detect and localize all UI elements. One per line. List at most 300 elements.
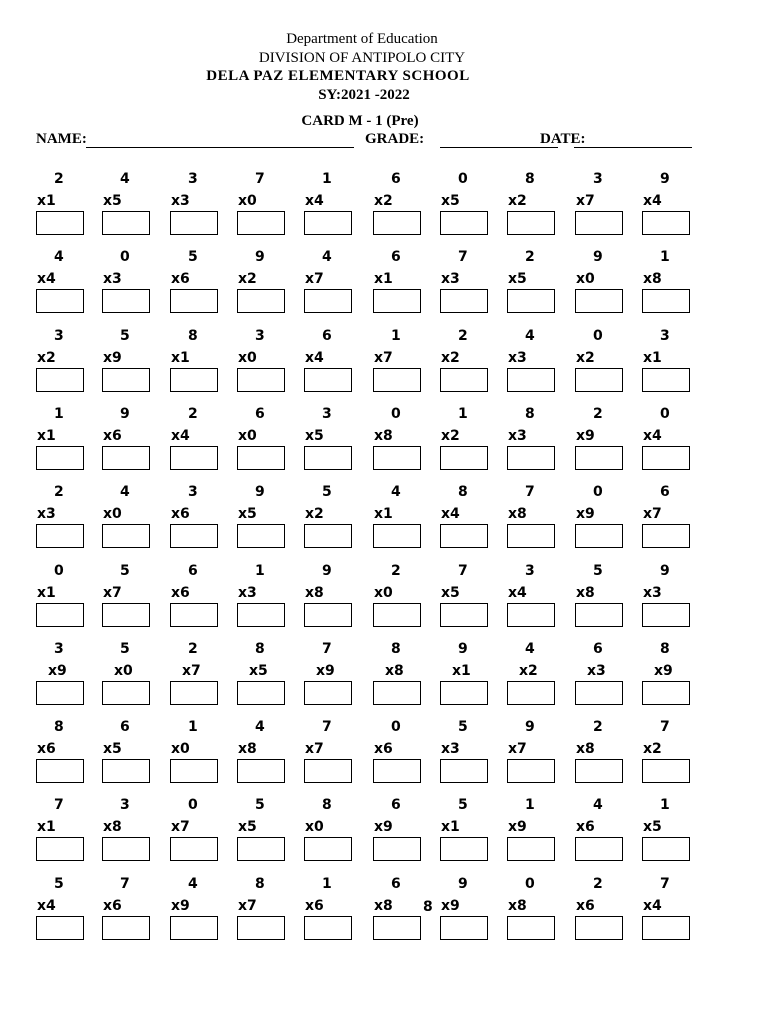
answer-box[interactable] [440,603,488,627]
multiplier: x3 [508,349,527,366]
answer-box[interactable] [170,211,218,235]
answer-box[interactable] [304,446,352,470]
multiplier: x4 [305,193,324,209]
answer-box[interactable] [440,211,488,235]
answer-box[interactable] [170,603,218,627]
multiplier: x0 [576,271,595,288]
multiplicand: 7 [660,719,670,736]
answer-box[interactable] [575,603,623,627]
multiplier: x9 [576,427,595,444]
multiplier: x5 [441,584,460,601]
answer-box[interactable] [102,916,150,940]
multiplier: x1 [37,193,56,209]
multiplicand: 4 [525,640,535,657]
answer-box[interactable] [36,524,84,548]
answer-box[interactable] [304,211,352,235]
answer-box[interactable] [102,603,150,627]
multiplier: x3 [643,584,662,601]
multiplicand: 6 [120,719,130,736]
answer-box[interactable] [373,837,421,861]
multiplier: x5 [508,271,527,288]
multiplicand: 2 [188,405,198,422]
answer-box[interactable] [373,681,421,705]
answer-box[interactable] [36,289,84,313]
multiplicand: 5 [120,640,130,657]
answer-box[interactable] [507,446,555,470]
multiplicand: 5 [593,562,603,579]
multiplicand: 1 [525,797,535,814]
multiplicand: 6 [188,562,198,579]
answer-box[interactable] [304,916,352,940]
stray-mark: 8 [423,899,433,915]
multiplicand: 2 [54,484,64,501]
school-name: DELA PAZ ELEMENTARY SCHOOL [206,68,470,84]
multiplicand: 0 [593,484,603,501]
multiplier: x3 [441,271,460,288]
multiplicand: 1 [322,875,332,892]
multiplicand: 1 [322,171,332,187]
answer-box[interactable] [237,603,285,627]
answer-box[interactable] [507,837,555,861]
department-title: Department of Education [286,31,438,47]
multiplicand: 0 [120,249,130,266]
multiplicand: 5 [120,327,130,344]
answer-box[interactable] [575,289,623,313]
multiplicand: 9 [458,640,468,657]
multiplier: x2 [576,349,595,366]
answer-box[interactable] [373,603,421,627]
multiplicand: 2 [458,327,468,344]
multiplier: x8 [643,271,662,288]
multiplier: x4 [171,427,190,444]
multiplicand: 6 [391,249,401,266]
multiplier: x5 [249,662,268,679]
answer-box[interactable] [237,289,285,313]
multiplicand: 4 [120,484,130,501]
multiplier: x1 [452,662,471,679]
multiplicand: 8 [391,640,401,657]
multiplicand: 9 [255,249,265,266]
multiplicand: 0 [391,719,401,736]
multiplicand: 2 [593,719,603,736]
answer-box[interactable] [507,916,555,940]
multiplicand: 6 [255,405,265,422]
multiplicand: 4 [188,875,198,892]
multiplicand: 8 [322,797,332,814]
multiplier: x7 [182,662,201,679]
multiplier: x9 [316,662,335,679]
multiplicand: 1 [391,327,401,344]
answer-box[interactable] [507,211,555,235]
multiplicand: 0 [391,405,401,422]
multiplier: x9 [103,349,122,366]
answer-box[interactable] [304,603,352,627]
name-label: NAME: [36,131,87,147]
multiplicand: 6 [322,327,332,344]
answer-box[interactable] [440,681,488,705]
multiplier: x4 [643,193,662,209]
multiplier: x9 [374,819,393,836]
multiplicand: 8 [525,405,535,422]
multiplicand: 4 [593,797,603,814]
answer-box[interactable] [102,211,150,235]
answer-box[interactable] [170,759,218,783]
multiplier: x8 [508,506,527,523]
answer-box[interactable] [642,289,690,313]
multiplicand: 8 [255,875,265,892]
multiplier: x6 [171,506,190,523]
multiplicand: 0 [525,875,535,892]
multiplicand: 6 [391,875,401,892]
answer-box[interactable] [642,681,690,705]
answer-box[interactable] [36,603,84,627]
multiplier: x5 [305,427,324,444]
multiplier: x8 [385,662,404,679]
multiplicand: 6 [391,797,401,814]
multiplier: x0 [103,506,122,523]
multiplicand: 4 [54,249,64,266]
multiplicand: 5 [255,797,265,814]
answer-box[interactable] [642,759,690,783]
answer-box[interactable] [642,916,690,940]
multiplier: x0 [238,349,257,366]
multiplier: x3 [171,193,190,209]
multiplicand: 2 [54,171,64,187]
answer-box[interactable] [507,759,555,783]
multiplicand: 3 [54,327,64,344]
answer-box[interactable] [237,916,285,940]
answer-box[interactable] [304,524,352,548]
multiplier: x6 [576,897,595,914]
date-label: DATE: [540,131,586,147]
multiplier: x3 [37,506,56,523]
multiplicand: 6 [391,171,401,187]
multiplier: x3 [441,741,460,758]
multiplier: x1 [441,819,460,836]
multiplier: x7 [643,506,662,523]
multiplier: x4 [305,349,324,366]
multiplier: x5 [238,506,257,523]
answer-box[interactable] [237,759,285,783]
multiplicand: 2 [593,875,603,892]
multiplier: x1 [374,271,393,288]
answer-box[interactable] [304,681,352,705]
multiplier: x1 [37,584,56,601]
answer-box[interactable] [575,524,623,548]
answer-box[interactable] [237,524,285,548]
answer-box[interactable] [507,524,555,548]
answer-box[interactable] [170,916,218,940]
multiplier: x7 [103,584,122,601]
answer-box[interactable] [440,524,488,548]
answer-box[interactable] [575,368,623,392]
multiplier: x9 [48,662,67,679]
multiplicand: 7 [120,875,130,892]
multiplier: x2 [441,349,460,366]
multiplier: x2 [519,662,538,679]
answer-box[interactable] [575,681,623,705]
answer-box[interactable] [102,289,150,313]
answer-box[interactable] [575,446,623,470]
multiplier: x0 [171,741,190,758]
answer-box[interactable] [237,446,285,470]
answer-box[interactable] [440,837,488,861]
multiplicand: 3 [120,797,130,814]
multiplier: x5 [238,819,257,836]
answer-box[interactable] [36,681,84,705]
multiplier: x3 [103,271,122,288]
multiplier: x6 [171,584,190,601]
answer-box[interactable] [642,524,690,548]
multiplicand: 5 [188,249,198,266]
multiplier: x5 [643,819,662,836]
multiplicand: 0 [660,405,670,422]
multiplicand: 9 [593,249,603,266]
multiplier: x2 [305,506,324,523]
grade-label: GRADE: [365,131,425,147]
multiplicand: 5 [458,719,468,736]
answer-box[interactable] [102,837,150,861]
multiplier: x4 [643,427,662,444]
answer-box[interactable] [237,368,285,392]
answer-box[interactable] [373,759,421,783]
answer-box[interactable] [237,211,285,235]
multiplier: x9 [171,897,190,914]
multiplier: x2 [508,193,527,209]
multiplier: x6 [37,741,56,758]
answer-box[interactable] [642,837,690,861]
multiplier: x9 [441,897,460,914]
answer-box[interactable] [373,368,421,392]
multiplicand: 1 [255,562,265,579]
answer-box[interactable] [170,289,218,313]
multiplier: x6 [576,819,595,836]
answer-box[interactable] [642,368,690,392]
multiplier: x8 [238,741,257,758]
answer-box[interactable] [304,368,352,392]
multiplier: x1 [374,506,393,523]
answer-box[interactable] [170,368,218,392]
multiplier: x7 [305,741,324,758]
multiplicand: 2 [593,405,603,422]
answer-box[interactable] [170,446,218,470]
multiplicand: 8 [188,327,198,344]
multiplicand: 2 [188,640,198,657]
multiplier: x5 [103,193,122,209]
answer-box[interactable] [507,681,555,705]
answer-box[interactable] [575,211,623,235]
multiplier: x4 [441,506,460,523]
answer-box[interactable] [440,289,488,313]
multiplier: x0 [238,427,257,444]
division-title: DIVISION OF ANTIPOLO CITY [258,50,466,66]
multiplier: x8 [103,819,122,836]
multiplicand: 7 [54,797,64,814]
multiplier: x0 [114,662,133,679]
multiplicand: 0 [458,171,468,187]
multiplier: x6 [103,427,122,444]
multiplicand: 1 [54,405,64,422]
multiplier: x8 [374,427,393,444]
answer-box[interactable] [102,446,150,470]
multiplier: x2 [238,271,257,288]
multiplier: x7 [508,741,527,758]
answer-box[interactable] [170,681,218,705]
answer-box[interactable] [36,368,84,392]
multiplicand: 9 [120,405,130,422]
multiplicand: 6 [593,640,603,657]
multiplier: x6 [171,271,190,288]
multiplier: x7 [576,193,595,209]
multiplicand: 3 [525,562,535,579]
multiplier: x3 [238,584,257,601]
multiplicand: 9 [255,484,265,501]
multiplier: x9 [576,506,595,523]
answer-box[interactable] [440,446,488,470]
multiplicand: 7 [322,640,332,657]
answer-box[interactable] [304,837,352,861]
multiplicand: 3 [188,171,198,187]
multiplier: x5 [441,193,460,209]
multiplicand: 2 [525,249,535,266]
answer-box[interactable] [440,368,488,392]
multiplier: x4 [643,897,662,914]
answer-box[interactable] [36,446,84,470]
answer-box[interactable] [373,211,421,235]
answer-box[interactable] [373,916,421,940]
multiplier: x7 [238,897,257,914]
answer-box[interactable] [575,916,623,940]
multiplicand: 7 [660,875,670,892]
multiplicand: 8 [458,484,468,501]
multiplier: x2 [441,427,460,444]
multiplicand: 4 [255,719,265,736]
multiplicand: 3 [188,484,198,501]
multiplier: x1 [171,349,190,366]
multiplier: x3 [587,662,606,679]
answer-box[interactable] [304,289,352,313]
multiplier: x7 [305,271,324,288]
answer-box[interactable] [36,837,84,861]
answer-box[interactable] [642,446,690,470]
multiplicand: 4 [322,249,332,266]
answer-box[interactable] [237,837,285,861]
answer-box[interactable] [102,759,150,783]
multiplicand: 3 [660,327,670,344]
multiplier: x6 [103,897,122,914]
answer-box[interactable] [304,759,352,783]
multiplicand: 5 [120,562,130,579]
answer-box[interactable] [575,759,623,783]
answer-box[interactable] [36,211,84,235]
multiplier: x4 [508,584,527,601]
answer-box[interactable] [642,211,690,235]
multiplier: x4 [37,897,56,914]
multiplicand: 7 [458,249,468,266]
multiplier: x7 [171,819,190,836]
answer-box[interactable] [373,446,421,470]
multiplier: x1 [37,427,56,444]
multiplicand: 3 [322,405,332,422]
multiplicand: 5 [458,797,468,814]
multiplier: x2 [374,193,393,209]
multiplier: x2 [643,741,662,758]
multiplicand: 9 [660,562,670,579]
answer-box[interactable] [102,368,150,392]
multiplier: x8 [374,897,393,914]
answer-box[interactable] [36,916,84,940]
answer-box[interactable] [575,837,623,861]
answer-box[interactable] [102,524,150,548]
answer-box[interactable] [507,603,555,627]
answer-box[interactable] [440,759,488,783]
answer-box[interactable] [102,681,150,705]
multiplicand: 7 [458,562,468,579]
answer-box[interactable] [440,916,488,940]
answer-box[interactable] [373,524,421,548]
answer-box[interactable] [170,524,218,548]
multiplier: x1 [37,819,56,836]
multiplicand: 7 [525,484,535,501]
multiplicand: 2 [391,562,401,579]
multiplicand: 1 [458,405,468,422]
multiplicand: 6 [660,484,670,501]
multiplicand: 9 [322,562,332,579]
multiplier: x0 [305,819,324,836]
multiplier: x2 [37,349,56,366]
multiplier: x6 [305,897,324,914]
multiplier: x9 [654,662,673,679]
multiplicand: 3 [54,640,64,657]
multiplier: x8 [576,741,595,758]
multiplicand: 3 [593,171,603,187]
multiplicand: 1 [188,719,198,736]
answer-box[interactable] [36,759,84,783]
multiplier: x8 [508,897,527,914]
multiplicand: 0 [188,797,198,814]
multiplier: x1 [643,349,662,366]
multiplier: x4 [37,271,56,288]
multiplicand: 4 [525,327,535,344]
multiplicand: 9 [660,171,670,187]
multiplicand: 7 [255,171,265,187]
multiplicand: 8 [54,719,64,736]
answer-box[interactable] [170,837,218,861]
multiplicand: 8 [660,640,670,657]
answer-box[interactable] [237,681,285,705]
multiplicand: 7 [322,719,332,736]
answer-box[interactable] [507,289,555,313]
answer-box[interactable] [642,603,690,627]
multiplicand: 8 [525,171,535,187]
multiplier: x8 [305,584,324,601]
answer-box[interactable] [373,289,421,313]
answer-box[interactable] [507,368,555,392]
multiplier: x5 [103,741,122,758]
multiplicand: 1 [660,797,670,814]
multiplier: x0 [238,193,257,209]
multiplier: x8 [576,584,595,601]
multiplier: x6 [374,741,393,758]
multiplicand: 8 [255,640,265,657]
multiplicand: 9 [525,719,535,736]
school-year: SY:2021 -2022 [318,87,410,103]
multiplier: x9 [508,819,527,836]
multiplicand: 4 [120,171,130,187]
multiplicand: 3 [255,327,265,344]
multiplicand: 0 [54,562,64,579]
multiplicand: 5 [54,875,64,892]
